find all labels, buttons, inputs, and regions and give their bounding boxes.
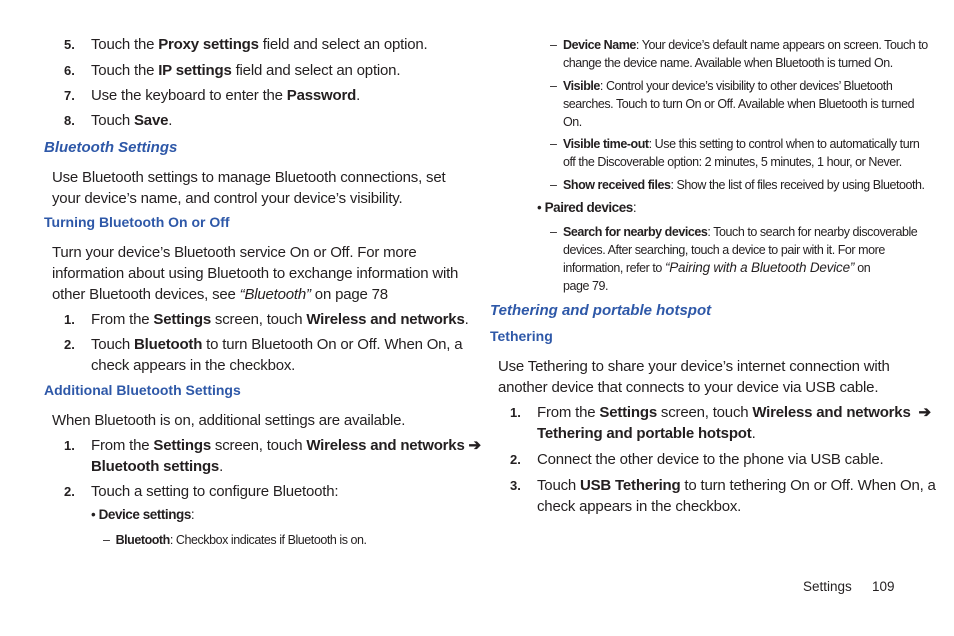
paragraph-line: Use Tethering to share your device’s internet connection with <box>498 358 890 375</box>
step-text: Touch a setting to configure Bluetooth: <box>91 483 339 500</box>
dash-item-continued: searches. Touch to turn On or Off. Available when Bluetooth is turned <box>563 97 915 111</box>
paragraph-line: information about using Bluetooth to exchange information with <box>52 265 459 282</box>
bullet-icon: • <box>91 507 96 522</box>
step-text-continued: Tethering and portable hotspot. <box>537 425 756 442</box>
dash-item-visible-timeout: Visible time-out: Use this setting to control when to automatically turn <box>563 137 920 151</box>
step-number: 1. <box>510 405 521 420</box>
dash-icon: – <box>550 225 557 239</box>
dash-item-continued: devices. After searching, touch a device to pair with it. For more <box>563 243 885 257</box>
dash-item-continued: off the Discoverable option: 2 minutes, 5 minutes, 1 hour, or Never. <box>563 155 902 169</box>
footer-section-name: Settings <box>803 579 852 594</box>
step-text: Touch USB Tethering to turn tethering On or Off. When On, a <box>537 477 936 494</box>
step-text: Use the keyboard to enter the Password. <box>91 87 361 104</box>
step-number: 1. <box>64 312 75 327</box>
paragraph-line: When Bluetooth is on, additional settings are available. <box>52 412 406 429</box>
step-number: 3. <box>510 478 521 493</box>
step-number: 5. <box>64 37 75 52</box>
dash-icon: – <box>550 178 557 192</box>
dash-item-bluetooth: – Bluetooth: Checkbox indicates if Bluetooth is on. <box>103 533 367 547</box>
step-text: Connect the other device to the phone via USB cable. <box>537 451 884 468</box>
page-number: 109 <box>872 579 895 594</box>
step-number: 7. <box>64 88 75 103</box>
subheading-additional-bluetooth: Additional Bluetooth Settings <box>44 382 241 398</box>
dash-item-continued: page 79. <box>563 279 609 293</box>
cross-reference-link[interactable]: “Bluetooth” <box>239 286 311 303</box>
dash-item-continued: On. <box>563 115 582 129</box>
paragraph-line: another device that connects to your device via USB cable. <box>498 379 879 396</box>
step-number: 2. <box>64 484 75 499</box>
step-number: 6. <box>64 63 75 78</box>
dash-item-visible: Visible: Control your device’s visibility to other devices’ Bluetooth <box>563 79 893 93</box>
bullet-device-settings: • Device settings: <box>91 507 195 522</box>
paragraph-line: Use Bluetooth settings to manage Bluetooth connections, set <box>52 169 446 186</box>
step-text: From the Settings screen, touch Wireless and networks ➔ <box>537 404 931 421</box>
step-number: 8. <box>64 113 75 128</box>
step-number: 2. <box>510 452 521 467</box>
dash-item-search-nearby: Search for nearby devices: Touch to search for nearby discoverable <box>563 225 918 239</box>
step-number: 1. <box>64 438 75 453</box>
bullet-icon: • <box>537 200 542 215</box>
step-text: Touch Bluetooth to turn Bluetooth On or Off. When On, a <box>91 336 463 353</box>
bullet-paired-devices: • Paired devices: <box>537 200 637 215</box>
subheading-turning-bluetooth: Turning Bluetooth On or Off <box>44 214 230 230</box>
dash-icon: – <box>550 79 557 93</box>
step-text: From the Settings screen, touch Wireless and networks. <box>91 311 469 328</box>
step-text: Touch the IP settings field and select an option. <box>91 62 401 79</box>
dash-icon: – <box>103 533 110 547</box>
cross-reference-link[interactable]: “Pairing with a Bluetooth Device” <box>664 260 855 275</box>
dash-item-continued: change the device name. Available when Bluetooth is turned On. <box>563 56 893 70</box>
dash-item-device-name: Device Name: Your device’s default name appears on screen. Touch to <box>563 38 928 52</box>
dash-icon: – <box>550 38 557 52</box>
paragraph-line: your device’s name, and control your device’s visibility. <box>52 190 403 207</box>
step-text: Touch the Proxy settings field and select an option. <box>91 36 428 53</box>
step-text-continued: check appears in the checkbox. <box>91 357 296 374</box>
step-text-continued: Bluetooth settings. <box>91 458 224 475</box>
paragraph-line: other Bluetooth devices, see “Bluetooth” on page 78 <box>52 286 388 303</box>
section-heading-tethering-hotspot: Tethering and portable hotspot <box>490 302 712 319</box>
paragraph-line: Turn your device’s Bluetooth service On or Off. For more <box>52 244 417 261</box>
step-text: From the Settings screen, touch Wireless and networks ➔ <box>91 437 481 454</box>
step-text-continued: check appears in the checkbox. <box>537 498 742 515</box>
dash-icon: – <box>550 137 557 151</box>
step-text: Touch Save. <box>91 112 173 129</box>
section-heading-bluetooth-settings: Bluetooth Settings <box>44 139 178 156</box>
subheading-tethering: Tethering <box>490 328 553 344</box>
step-number: 2. <box>64 337 75 352</box>
dash-item-show-received: Show received files: Show the list of files received by using Bluetooth. <box>563 178 925 192</box>
dash-item-continued: information, refer to “Pairing with a Bluetooth Device” on <box>563 260 871 275</box>
